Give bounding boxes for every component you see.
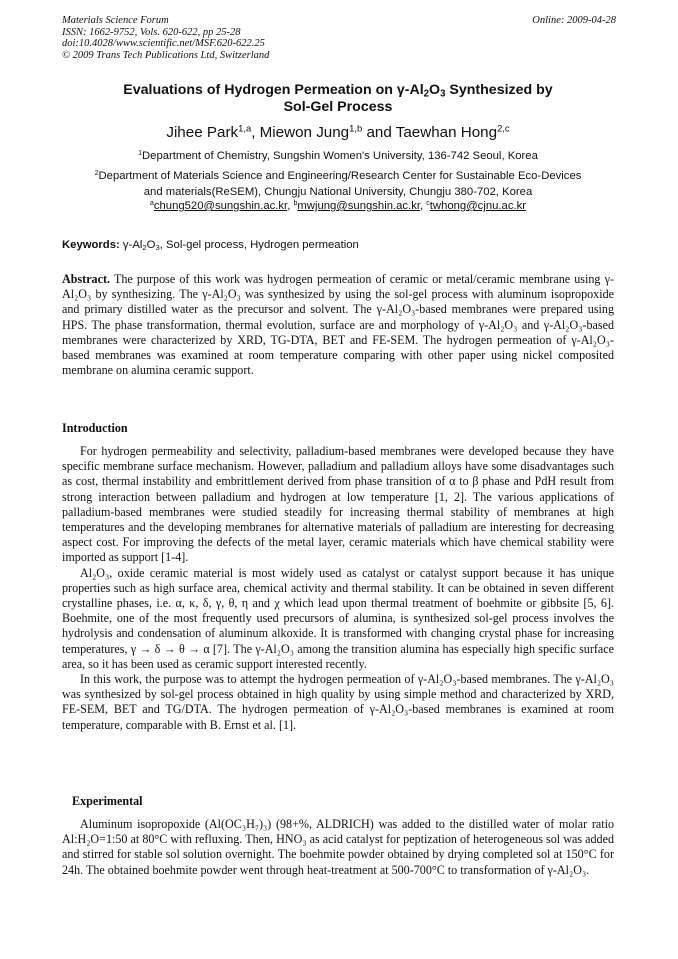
keywords <box>62 238 359 253</box>
affiliation-1 <box>62 149 614 165</box>
keyword-text: γ-Al <box>122 239 143 251</box>
author-name: Taewhan Hong <box>395 124 498 141</box>
keyword-sub: 2 <box>142 242 147 252</box>
experimental-body <box>62 817 614 878</box>
email-link-c[interactable]: twhong@cjnu.ac.kr <box>429 200 527 212</box>
doi-line: doi:10.4028/www.scientific.net/MSF.620-622.25 <box>62 38 265 49</box>
keyword-sub: 3 <box>155 242 160 252</box>
affiliation-2 <box>62 169 614 200</box>
affil-line: and materials(ReSEM), Chungju National University, Chungju 380-702, Korea <box>143 185 533 198</box>
author-name: Miewon Jung <box>259 124 350 141</box>
experimental-heading: Experimental <box>72 794 143 808</box>
journal-header <box>62 15 269 61</box>
author-name: Jihee Park <box>166 124 239 141</box>
title-sub-2: 2 <box>423 88 430 100</box>
keyword-text: , Sol-gel process, Hydrogen permeation <box>159 239 359 251</box>
title-sub-3: 3 <box>440 88 446 100</box>
introduction-body <box>62 444 614 733</box>
email-link-a[interactable]: chung520@sungshin.ac.kr <box>153 200 288 212</box>
paper-title <box>62 82 614 116</box>
email-link-b[interactable]: mwjung@sungshin.ac.kr <box>297 200 420 212</box>
copyright-line: © 2009 Trans Tech Publications Ltd, Switzerland <box>62 49 270 61</box>
paragraph: For hydrogen permeability and selectivity, palladium-based membranes were developed because they have specific membrane surface mechanism. However, palladium and palladium alloys have some disadvantages such as cost, thermal instability and embrittlement derived from phase transition of α to β phase and PdH result from strong interaction between palladium and hydrogen at low temperature [1, 2]. The various applications of palladium-based membranes were studied steadily for increasing thermal stability of membranes at high temperatures and the developing membranes for alternative materials of palladium are interesting for decreasing aspect cost. For improving the defects of the metal layer, ceramic materials which have chemical stability were imported as support [1-4]. <box>62 444 614 565</box>
author-conjunction: and <box>366 124 392 141</box>
introduction-heading: Introduction <box>62 421 128 435</box>
title-text-a: Evaluations of Hydrogen Permeation on γ-Al <box>123 82 424 98</box>
paragraph: Al₂O₃, oxide ceramic material is most widely used as catalyst or catalyst support because it has unique properties such as high surface area, chemical activity and thermal stability. It can be obtained in seven different crystalline phases, i.e. α, κ, δ, γ, θ, η and χ which lead upon thermal treatment of boehmite or gibbsite [5, 6]. Boehmite, one of the most frequently used precursors of alumina, is synthesized sol-gel process involves the hydrolysis and condensation of aluminum alkoxide. It is transformed with changing crystal phase for increasing temperatures, γ → δ → θ → α [7]. The γ-Al₂O₃ among the transition alumina has especially high specific surface area, so it has been used as ceramic support interested recently. <box>62 565 615 671</box>
affil-text: Department of Chemistry, Sungshin Women's University, 136-742 Seoul, Korea <box>142 150 538 162</box>
author-affil-mark: 1,b <box>349 122 363 134</box>
email-mark: b <box>293 199 298 207</box>
title-line-2: Sol-Gel Process <box>283 99 393 115</box>
email-mark: a <box>149 199 154 207</box>
author-affil-mark: 2,c <box>497 122 510 134</box>
affil-number: 2 <box>94 169 99 177</box>
affil-line <box>62 169 614 185</box>
online-date: Online: 2009-04-28 <box>532 15 616 26</box>
keyword-text: O <box>146 239 156 251</box>
affil-text: Department of Materials Science and Engineering/Research Center for Sustainable Eco-Devices <box>98 170 582 182</box>
paragraph: Aluminum isopropoxide (Al(OC₃H₇)₃) (98+%, ALDRICH) was added to the distilled water of molar ratio Al:H₂O=1:50 at 80°C with refluxing. Then, HNO₃ as acid catalyst for peptization of heterogeneous sol was added and stirred for stable sol solution overnight. The boehmite powder obtained by drying completed sol at 150°C for 24h. The obtained boehmite powder went through heat-treatment at 500-700°C to transformation of γ-Al₂O₃. <box>62 817 614 877</box>
title-text-c: Synthesized by <box>445 82 553 98</box>
title-line-1 <box>62 82 614 99</box>
abstract-label: Abstract. <box>62 272 111 286</box>
paragraph: In this work, the purpose was to attempt the hydrogen permeation of γ-Al₂O₃-based membranes. The γ-Al₂O₃ was synthesized by sol-gel process obtained in high quality by using simple method and characterized by XRD, FE-SEM, BET and TG/DTA. The hydrogen permeation of γ-Al₂O₃-based membranes is examined at room temperature, comparable with B. Ernst et al. [1]. <box>62 672 614 732</box>
affil-number: 1 <box>138 149 143 157</box>
email-list: $^a$chung520@sungshin.ac.kr, $^b$mwjung@sungshin.ac.kr, $^c$twhong@cjnu.ac.kr <box>149 199 527 212</box>
keywords-label: Keywords: <box>62 239 120 251</box>
author-list: Jihee Park$^{1,a}$, Miewon Jung$^{1,b}$ and Taewhan Hong$^{2,c}$ <box>166 122 510 141</box>
title-text-b: O <box>429 82 441 98</box>
journal-name: Materials Science Forum <box>62 15 169 26</box>
email-mark: c <box>426 199 430 207</box>
abstract <box>62 272 614 378</box>
author-affil-mark: 1,a <box>238 122 252 134</box>
issn-line: ISSN: 1662-9752, Vols. 620-622, pp 25-28 <box>62 26 241 38</box>
abstract-text: The purpose of this work was hydrogen permeation of ceramic or metal/ceramic membrane using γ-Al₂O₃ by synthesizing. The γ-Al₂O₃ was synthesized by using the sol-gel process with aluminum isopropoxide and primary distilled water as the precursor and solvent. The γ-Al₂O₃-based membranes were prepared using HPS. The phase transformation, thermal evolution, surface are and morphology of γ-Al₂O₃ and γ-Al₂O₃-based membranes were characterized by XRD, TG-DTA, BET and FE-SEM. The hydrogen permeation of γ-Al₂O₃-based membranes was examined at room temperature comparing with other paper using nickel composited membrane on alumina ceramic support. <box>62 272 614 378</box>
